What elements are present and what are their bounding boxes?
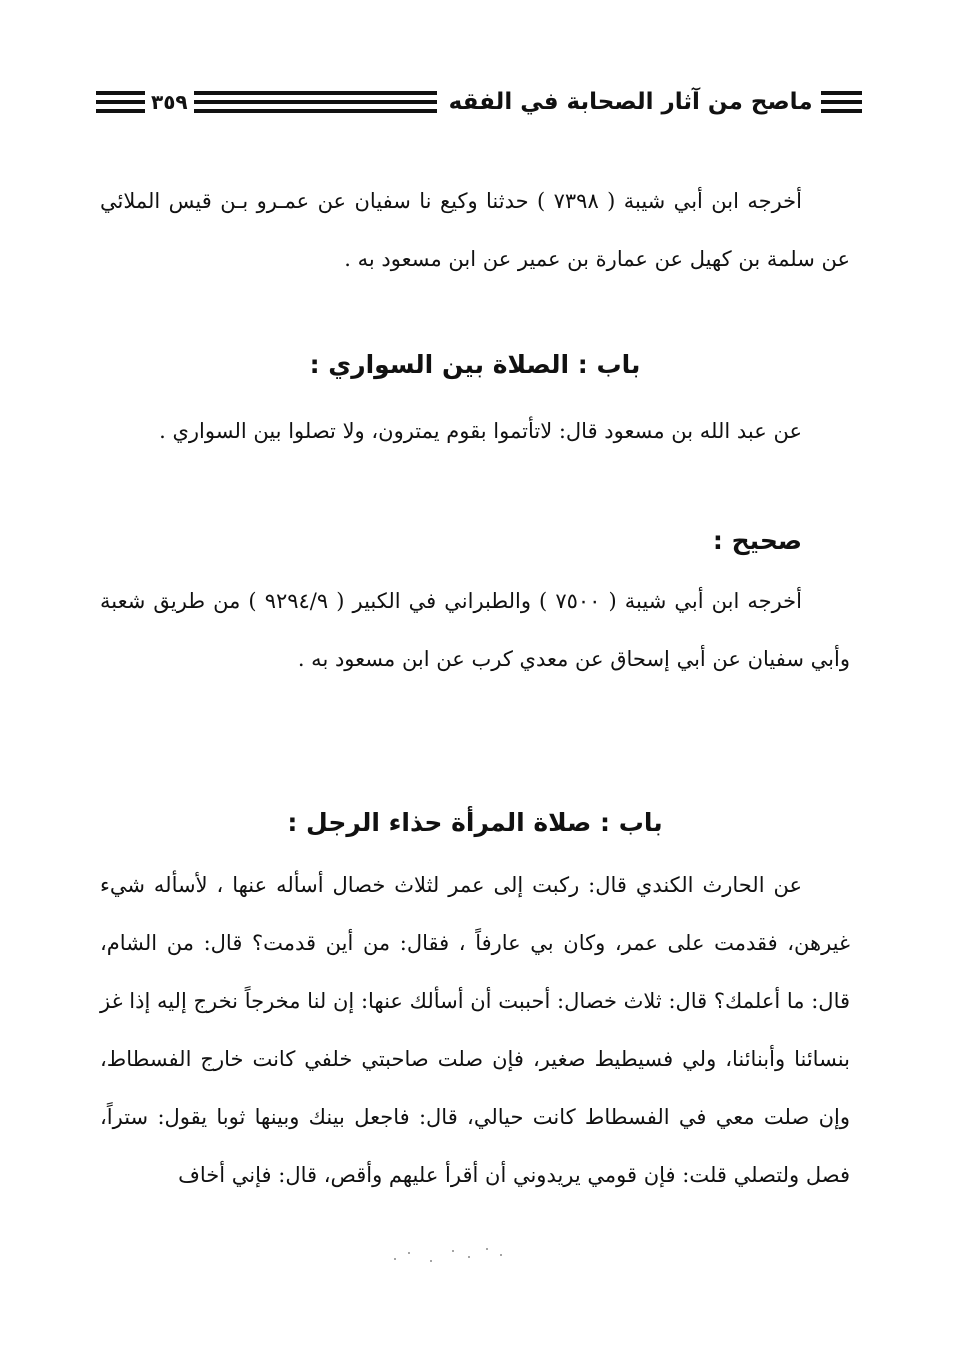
- header-rule-left: [96, 91, 145, 113]
- page-number: ٣٥٩: [150, 90, 188, 114]
- paragraph-athar-1: عن عبد الله بن مسعود قال: لاتأتموا بقوم يمترون، ولا تصلوا بين السواري .: [159, 419, 802, 443]
- paragraph-athar-2: عن الحارث الكندي قال: ركبت إلى عمر لثلاث خصال أسأله عنها ، لأسأله شيء غيرهن، فقدمت على عمر، وكان بي عارفاً ، فقال: من أين قدمت؟ قال: من الشام، قال: ما أعلمك؟ قال: ثلاث خصال: أحببت أن أسألك عنها: إن لنا مخرجاً نخرج إليه إذا غز بنسائنا وأبنائنا، ولي فسيطيط صغير، فإن صلت صاحبتي خلفي كانت خارج الفسطاط، وإن صلت معي في الفسطاط كانت حيالي، قال: فاجعل بينك وبينها ثوبا يقول: ستراً، فصل ولتصلي قلت: فإن قومي يريدوني أن أقرأ عليهم وأقص، قال: فإني أخاف: [100, 873, 850, 1187]
- header-rule-middle: [194, 91, 437, 113]
- grading-label: صحيح :: [712, 526, 802, 555]
- header-rule-right: [821, 91, 862, 113]
- section-heading-sawari: باب : الصلاة بين السواري :: [309, 350, 641, 379]
- paragraph-takhrij-1: أخرجه ابن أبي شيبة ( ٧٣٩٨ ) حدثنا وكيع نا سفيان عن عمـرو بـن قيس الملائي عن سلمة بن كهيل عن عمارة بن عمير عن ابن مسعود به .: [100, 189, 850, 271]
- scan-noise: [390, 1244, 510, 1266]
- paragraph-takhrij-2: أخرجه ابن أبي شيبة ( ٧٥٠٠ ) والطبراني في الكبير ( ٩٢٩٤/٩ ) من طريق شعبة وأبي سفيان عن أبي إسحاق عن معدي كرب عن ابن مسعود به .: [100, 589, 850, 671]
- running-header: [96, 82, 862, 122]
- header-title: ماصح من آثار الصحابة في الفقه: [448, 89, 813, 115]
- section-heading-woman-beside-man: باب : صلاة المرأة حذاء الرجل :: [287, 808, 663, 837]
